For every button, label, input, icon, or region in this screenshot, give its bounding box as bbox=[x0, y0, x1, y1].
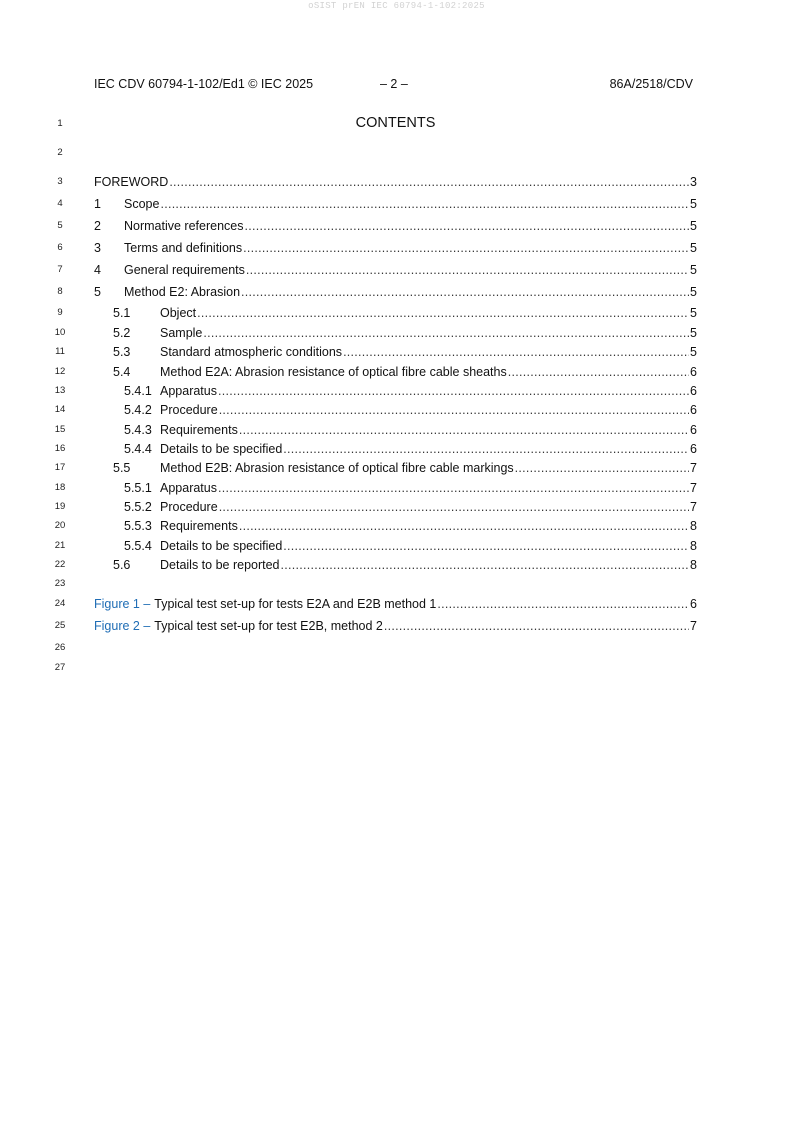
toc-leader-dots bbox=[515, 460, 689, 476]
toc-entry-page: 6 bbox=[690, 423, 697, 437]
toc-entry-normative-references[interactable] bbox=[94, 218, 697, 234]
toc-entry-title: Method E2: Abrasion bbox=[124, 285, 241, 299]
figure-entry-page: 6 bbox=[690, 597, 697, 611]
toc-entry-number: 5.3 bbox=[113, 345, 131, 359]
toc-leader-dots bbox=[343, 344, 689, 360]
toc-entry-page: 8 bbox=[690, 558, 697, 572]
toc-entry-number: 5.4.2 bbox=[124, 403, 152, 417]
line-number: 18 bbox=[54, 482, 66, 493]
line-number: 17 bbox=[54, 462, 66, 473]
line-number: 12 bbox=[54, 366, 66, 377]
toc-entry-5-1[interactable] bbox=[113, 305, 697, 321]
toc-leader-dots bbox=[203, 325, 689, 341]
line-number: 4 bbox=[57, 198, 63, 209]
toc-entry-5-5-4[interactable] bbox=[124, 538, 697, 554]
line-number: 16 bbox=[54, 443, 66, 454]
toc-entry-number: 5.5.3 bbox=[124, 519, 152, 533]
toc-entry-title: Method E2A: Abrasion resistance of optical fibre cable sheaths bbox=[160, 365, 507, 379]
toc-entry-number: 5.6 bbox=[113, 558, 131, 572]
toc-entry-title: Procedure bbox=[160, 500, 218, 514]
line-number: 24 bbox=[54, 598, 66, 609]
toc-entry-title: Details to be reported bbox=[160, 558, 280, 572]
toc-entry-title: Apparatus bbox=[160, 481, 217, 495]
toc-leader-dots bbox=[218, 480, 689, 496]
toc-leader-dots bbox=[239, 518, 689, 534]
toc-leader-dots bbox=[239, 422, 689, 438]
toc-entry-foreword[interactable] bbox=[94, 174, 697, 190]
header-page-number: – 2 – bbox=[380, 77, 408, 91]
line-number: 21 bbox=[54, 540, 66, 551]
figure-entry-title: Typical test set-up for tests E2A and E2B method 1 bbox=[154, 597, 437, 611]
line-number: 10 bbox=[54, 327, 66, 338]
toc-leader-dots bbox=[169, 174, 689, 190]
line-number: 8 bbox=[57, 286, 63, 297]
toc-entry-number: 3 bbox=[94, 241, 101, 255]
toc-entry-title: Standard atmospheric conditions bbox=[160, 345, 343, 359]
toc-entry-page: 7 bbox=[690, 461, 697, 475]
toc-entry-page: 6 bbox=[690, 442, 697, 456]
toc-leader-dots bbox=[245, 218, 690, 234]
toc-entry-page: 6 bbox=[690, 365, 697, 379]
toc-entry-number: 5.1 bbox=[113, 306, 131, 320]
toc-entry-number: 4 bbox=[94, 263, 101, 277]
toc-entry-page: 5 bbox=[690, 326, 697, 340]
header-reference: 86A/2518/CDV bbox=[609, 77, 693, 91]
toc-entry-title: Object bbox=[160, 306, 197, 320]
toc-entry-page: 6 bbox=[690, 384, 697, 398]
toc-entry-5-4-1[interactable] bbox=[124, 383, 697, 399]
line-number: 23 bbox=[54, 578, 66, 589]
header-document-id: IEC CDV 60794-1-102/Ed1 © IEC 2025 bbox=[94, 77, 314, 91]
toc-entry-method-e2[interactable] bbox=[94, 284, 697, 300]
toc-entry-page: 8 bbox=[690, 539, 697, 553]
toc-entry-number: 5.5.1 bbox=[124, 481, 152, 495]
toc-entry-number: 5 bbox=[94, 285, 101, 299]
toc-leader-dots bbox=[283, 441, 689, 457]
line-number: 25 bbox=[54, 620, 66, 631]
watermark: oSIST prEN IEC 60794-1-102:2025 bbox=[308, 1, 485, 11]
figure-entry-title: Typical test set-up for test E2B, method 2 bbox=[154, 619, 383, 633]
figure-label-link[interactable]: Figure 1 – bbox=[94, 597, 151, 611]
toc-entry-title: FOREWORD bbox=[94, 175, 169, 189]
toc-entry-5-2[interactable] bbox=[113, 325, 697, 341]
toc-entry-title: Apparatus bbox=[160, 384, 217, 398]
toc-leader-dots bbox=[160, 196, 689, 212]
toc-entry-title: General requirements bbox=[124, 263, 245, 277]
line-number: 1 bbox=[57, 118, 63, 129]
toc-entry-title: Details to be specified bbox=[160, 442, 283, 456]
toc-entry-5-4-4[interactable] bbox=[124, 441, 697, 457]
toc-entry-number: 5.5.4 bbox=[124, 539, 152, 553]
line-number: 3 bbox=[57, 176, 63, 187]
line-number: 11 bbox=[55, 346, 65, 357]
toc-leader-dots bbox=[508, 364, 689, 380]
toc-entry-5-3[interactable] bbox=[113, 344, 697, 360]
toc-entry-5-5-3[interactable] bbox=[124, 518, 697, 534]
toc-leader-dots bbox=[246, 262, 689, 278]
line-number: 7 bbox=[57, 264, 63, 275]
toc-leader-dots bbox=[437, 596, 689, 612]
line-number: 20 bbox=[54, 520, 66, 531]
line-number: 15 bbox=[54, 424, 66, 435]
toc-entry-page: 5 bbox=[690, 241, 697, 255]
toc-entry-page: 6 bbox=[690, 403, 697, 417]
toc-entry-5-4-3[interactable] bbox=[124, 422, 697, 438]
toc-entry-terms-and-definitions[interactable] bbox=[94, 240, 697, 256]
toc-leader-dots bbox=[218, 383, 689, 399]
toc-leader-dots bbox=[243, 240, 689, 256]
toc-entry-title: Scope bbox=[124, 197, 160, 211]
toc-entry-number: 5.4 bbox=[113, 365, 131, 379]
toc-entry-number: 1 bbox=[94, 197, 101, 211]
toc-entry-5-5-1[interactable] bbox=[124, 480, 697, 496]
toc-entry-title: Terms and definitions bbox=[124, 241, 243, 255]
figure-label-link[interactable]: Figure 2 – bbox=[94, 619, 151, 633]
toc-entry-page: 8 bbox=[690, 519, 697, 533]
toc-entry-title: Normative references bbox=[124, 219, 244, 233]
line-number: 14 bbox=[54, 404, 66, 415]
toc-entry-page: 3 bbox=[690, 175, 697, 189]
line-number: 13 bbox=[54, 385, 66, 396]
toc-leader-dots bbox=[241, 284, 689, 300]
toc-entry-number: 5.4.1 bbox=[124, 384, 152, 398]
toc-entry-number: 5.2 bbox=[113, 326, 131, 340]
toc-entry-title: Requirements bbox=[160, 423, 238, 437]
toc-leader-dots bbox=[219, 402, 689, 418]
toc-entry-5-6[interactable] bbox=[113, 557, 697, 573]
toc-entry-number: 5.5.2 bbox=[124, 500, 152, 514]
toc-entry-5-4-2[interactable] bbox=[124, 402, 697, 418]
toc-entry-title: Details to be specified bbox=[160, 539, 283, 553]
toc-entry-5-5[interactable] bbox=[113, 460, 697, 476]
line-number: 2 bbox=[57, 147, 63, 158]
toc-entry-page: 7 bbox=[690, 500, 697, 514]
line-number: 22 bbox=[54, 559, 66, 570]
line-number: 27 bbox=[54, 662, 66, 673]
toc-leader-dots bbox=[197, 305, 689, 321]
figure-entry-page: 7 bbox=[690, 619, 697, 633]
toc-entry-title: Method E2B: Abrasion resistance of optical fibre cable markings bbox=[160, 461, 514, 475]
toc-entry-page: 5 bbox=[690, 345, 697, 359]
toc-entry-title: Sample bbox=[160, 326, 203, 340]
line-number: 9 bbox=[57, 307, 63, 318]
toc-entry-number: 2 bbox=[94, 219, 101, 233]
toc-leader-dots bbox=[384, 618, 689, 634]
toc-entry-title: Procedure bbox=[160, 403, 218, 417]
figure-entry-2[interactable] bbox=[94, 618, 697, 634]
toc-entry-5-4[interactable] bbox=[113, 364, 697, 380]
toc-entry-page: 5 bbox=[690, 219, 697, 233]
toc-entry-page: 5 bbox=[690, 197, 697, 211]
toc-entry-page: 5 bbox=[690, 285, 697, 299]
toc-entry-number: 5.5 bbox=[113, 461, 131, 475]
line-number: 5 bbox=[57, 220, 63, 231]
toc-entry-5-5-2[interactable] bbox=[124, 499, 697, 515]
toc-leader-dots bbox=[281, 557, 690, 573]
line-number: 19 bbox=[54, 501, 66, 512]
toc-leader-dots bbox=[283, 538, 689, 554]
toc-entry-scope[interactable] bbox=[94, 196, 697, 212]
toc-entry-title: Requirements bbox=[160, 519, 238, 533]
contents-title: CONTENTS bbox=[355, 115, 436, 131]
toc-entry-number: 5.4.3 bbox=[124, 423, 152, 437]
line-number: 6 bbox=[57, 242, 63, 253]
toc-entry-page: 5 bbox=[690, 263, 697, 277]
figure-entry-1[interactable] bbox=[94, 596, 697, 612]
toc-leader-dots bbox=[219, 499, 689, 515]
line-number: 26 bbox=[54, 642, 66, 653]
toc-entry-number: 5.4.4 bbox=[124, 442, 152, 456]
toc-entry-page: 7 bbox=[690, 481, 697, 495]
toc-entry-page: 5 bbox=[690, 306, 697, 320]
toc-entry-general-requirements[interactable] bbox=[94, 262, 697, 278]
